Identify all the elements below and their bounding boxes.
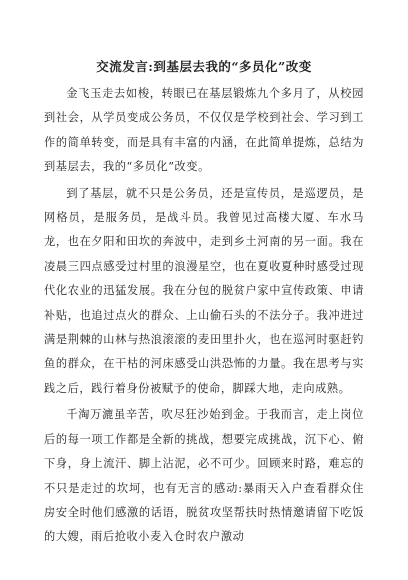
paragraph-reflection: 千淘万漉虽辛苦，吹尽狂沙始到金。于我而言，走上岗位后的每一项工作都是全新的挑战，想要完成挑战，沉下心、俯下身，身上流汗、脚上沾泥，必不可少。回顾来时路，难忘的不只是走过的坎坷，也有无言的感动:暴雨天入户查看群众住房安全时他们感激的话语，脱贫攻坚帮扶时热情邀请留下吃饭的大嫂，雨后抢收小麦入仓时农户激动 xyxy=(44,408,364,544)
paragraph-roles: 到了基层，就不只是公务员，还是宣传员，是巡逻员，是网格员，是服务员，是战斗员。我曾见过高楼大厦、车水马龙，也在夕阳和田坎的奔波中，走到乡土河南的另一面。我在凌晨三四点感受过村里的浪漫星空，也在夏收夏种时感受过现代化农业的迅猛发展。我在分包的脱贫户家中宣传政策、申请补贴，也追过点火的群众、上山偷石头的不法分子。我冲进过满是荆棘的山林与热浪滚滚的麦田里扑火，也在巡河时驱赶钓鱼的群众，在干枯的河床感受山洪恐怖的力量。我在思考与实践之后，践行着身份被赋予的使命，脚踩大地，走向成熟。 xyxy=(44,186,364,395)
document-title: 交流发言:到基层去我的“多员化”改变 xyxy=(96,59,312,74)
paragraph-intro: 金飞玉走去如梭，转眼已在基层锻炼九个多月了，从校园到社会，从学员变成公务员，不仅仅是学校到社会、学习到工作的简单转变，而是具有丰富的内涵，在此简单提炼，总结为到基层去，我的“多员化”改变。 xyxy=(44,87,364,174)
